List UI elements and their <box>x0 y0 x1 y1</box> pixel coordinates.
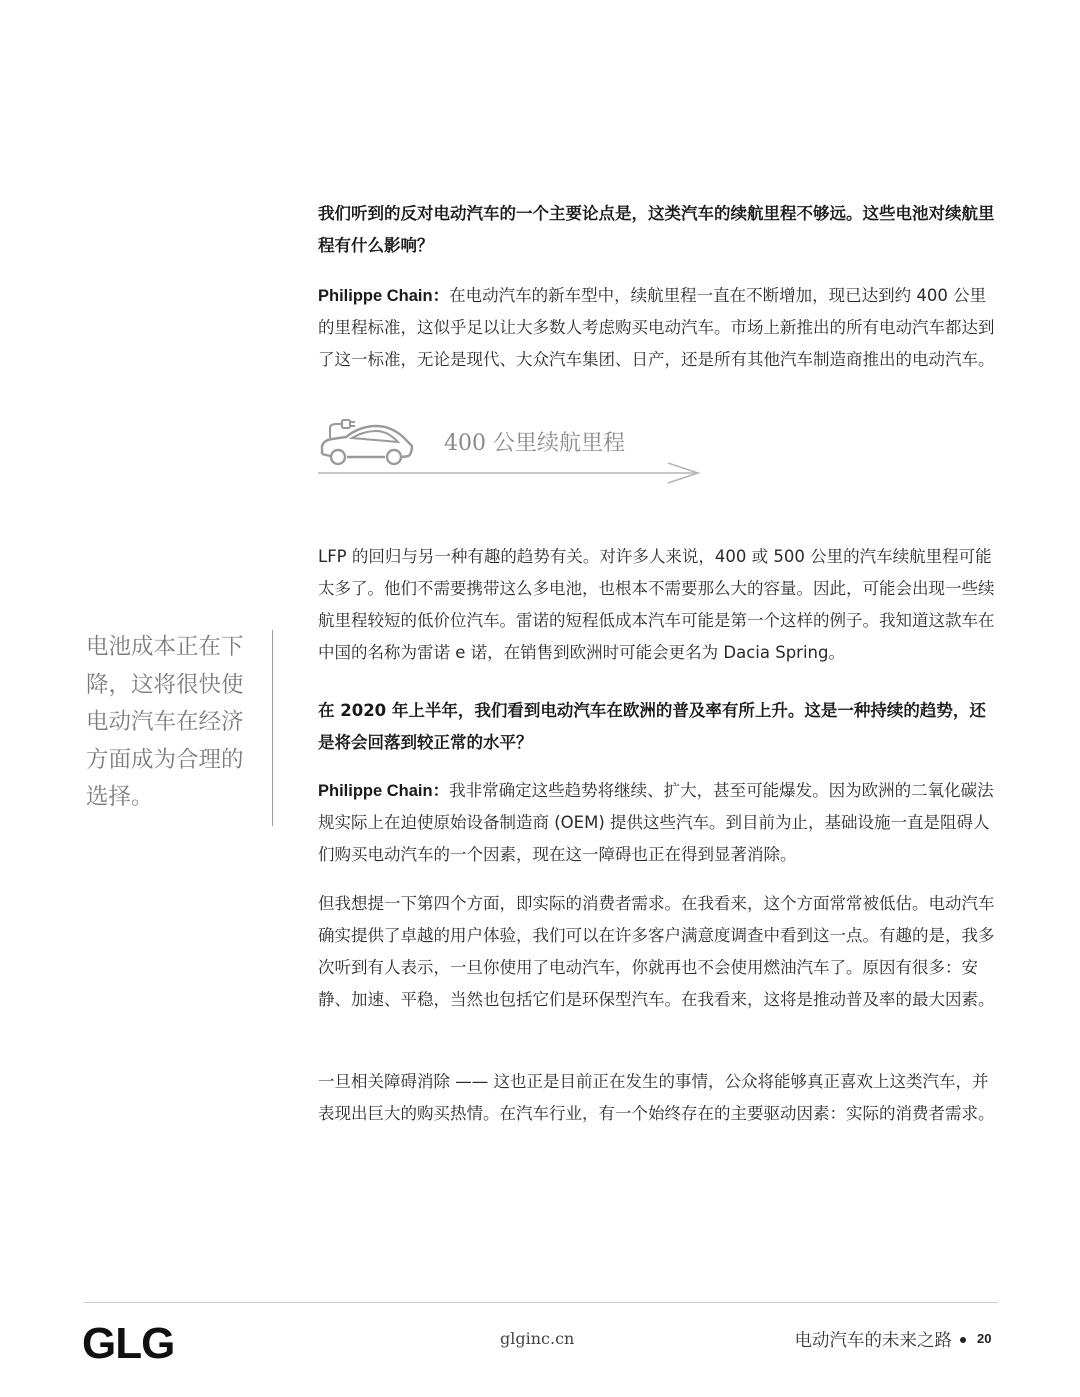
answer-text: 我非常确定这些趋势将继续、扩大，甚至可能爆发。因为欧洲的二氧化碳法规实际上在迫使原始设备制造商 (OEM) 提供这些汽车。到目前为止，基础设施一直是阻碍人们购买电动汽车的一个因素，现在这一障碍也正在得到显著消除。 <box>318 781 994 864</box>
interview-answer-range <box>318 280 1000 376</box>
speaker-name: Philippe Chain： <box>318 782 450 800</box>
footer-divider <box>84 1302 998 1303</box>
website-link[interactable]: glginc.cn <box>500 1329 575 1348</box>
glg-logo: GLG <box>82 1319 175 1368</box>
body-paragraph-demand: 但我想提一下第四个方面，即实际的消费者需求。在我看来，这个方面常常被低估。电动汽车确实提供了卓越的用户体验，我们可以在许多客户满意度调查中看到这一点。有趣的是，我多次听到有人表示，一旦你使用了电动汽车，你就再也不会使用燃油汽车了。原因有很多：安静、加速、平稳，当然也包括它们是环保型汽车。在我看来，这将是推动普及率的最大因素。 <box>318 894 995 1009</box>
pull-quote-rule <box>272 630 273 826</box>
interview-question-range: 我们听到的反对电动汽车的一个主要论点是，这类汽车的续航里程不够远。这些电池对续航里程有什么影响？ <box>318 204 995 255</box>
document-title: 电动汽车的未来之路 <box>794 1331 952 1351</box>
interview-question-adoption: 在 2020 年上半年，我们看到电动汽车在欧洲的普及率有所上升。这是一种持续的趋势，还是将会回落到较正常的水平？ <box>318 701 986 752</box>
interview-answer-adoption <box>318 775 1000 871</box>
body-paragraph-barrier: 一旦相关障碍消除 —— 这也正是目前正在发生的事情，公众将能够真正喜欢上这类汽车，并表现出巨大的购买热情。在汽车行业，有一个始终存在的主要驱动因素：实际的消费者需求。 <box>318 1072 995 1123</box>
answer-text: 在电动汽车的新车型中，续航里程一直在不断增加，现已达到约 400 公里的里程标准，这似乎足以让大多数人考虑购买电动汽车。市场上新推出的所有电动汽车都达到了这一标准，无论是现代、大众汽车集团、日产，还是所有其他汽车制造商推出的电动汽车。 <box>318 286 995 369</box>
range-label: 400 公里续航里程 <box>444 431 625 456</box>
page-number: 20 <box>977 1331 992 1346</box>
range-callout <box>316 416 706 488</box>
body-paragraph-lfp: LFP 的回归与另一种有趣的趋势有关。对许多人来说，400 或 500 公里的汽车续航里程可能太多了。他们不需要携带这么多电池，也根本不需要那么大的容量。因此，可能会出现一些续航里程较短的低价位汽车。雷诺的短程低成本汽车可能是第一个这样的例子。我知道这款车在中国的名称为雷诺 e 诺，在销售到欧洲时可能会更名为 Dacia Spring。 <box>318 547 995 662</box>
pull-quote: 电池成本正在下降，这将很快使电动汽车在经济方面成为合理的选择。 <box>86 634 244 810</box>
speaker-name: Philippe Chain： <box>318 287 450 305</box>
bullet-separator <box>960 1337 966 1343</box>
